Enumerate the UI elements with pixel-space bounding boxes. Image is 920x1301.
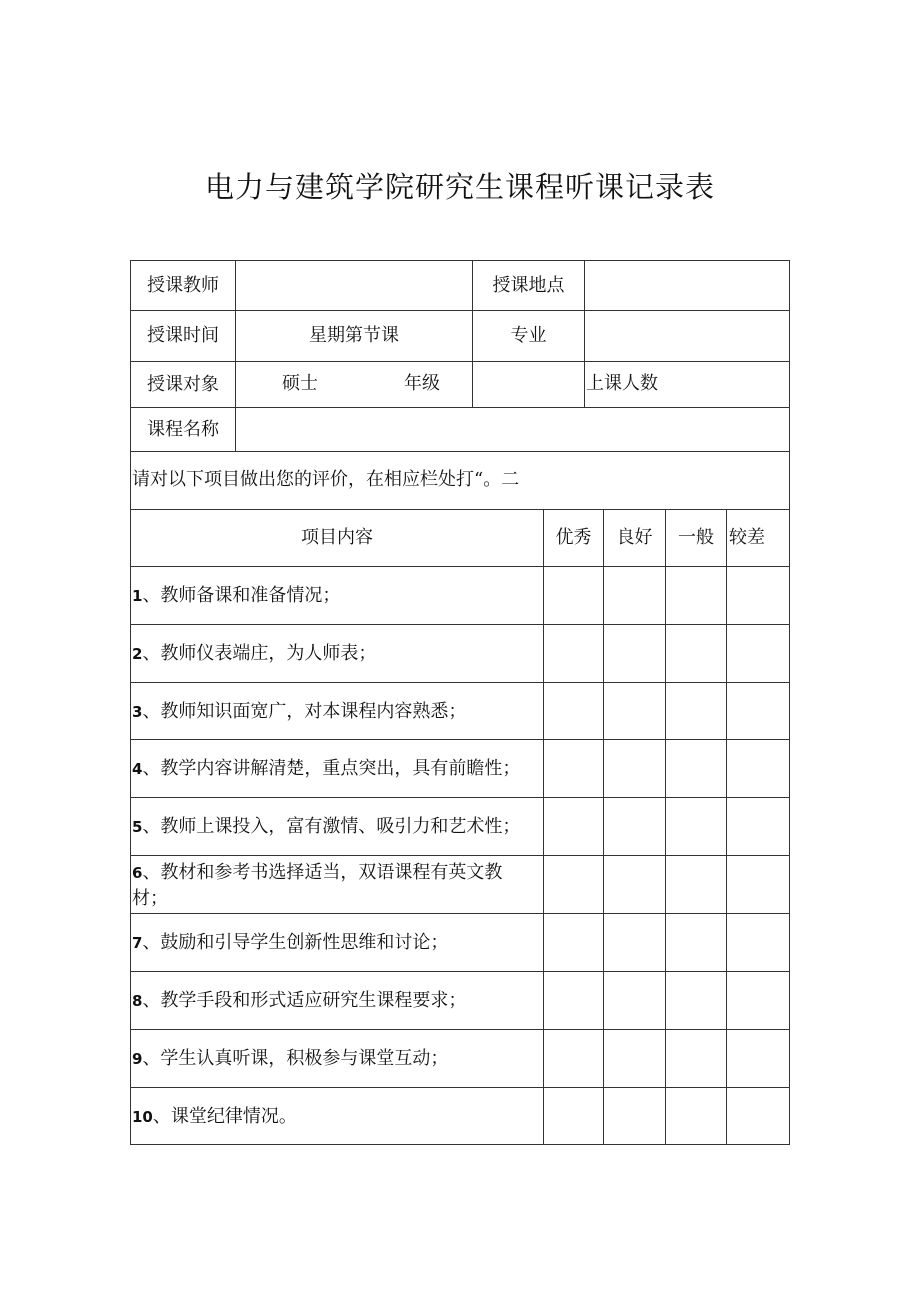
course-input[interactable] (236, 408, 789, 451)
eval-item (132, 757, 520, 781)
eval-item (132, 860, 527, 912)
location-label: 授课地点 (492, 274, 565, 296)
item-text: 、课堂纪律情况。 (152, 1106, 297, 1127)
item-number: 4 (132, 760, 143, 778)
attendance-label: 上课人数 (586, 373, 658, 394)
teacher-label: 授课教师 (147, 274, 219, 296)
eval-item (132, 815, 520, 839)
grade-input[interactable] (473, 362, 584, 407)
location-input[interactable] (585, 261, 789, 310)
major-input[interactable] (585, 311, 789, 361)
item-number: 6 (132, 864, 143, 882)
eval-item (132, 989, 466, 1013)
teacher-input[interactable] (236, 261, 472, 310)
rating-excellent-header: 优秀 (555, 527, 592, 548)
table-border-bottom (130, 1144, 790, 1145)
item-text: 、学生认真听课，积极参与课堂互动； (142, 1048, 449, 1069)
item-number: 8 (132, 992, 143, 1010)
table-border-right (789, 260, 790, 1145)
item-number: 2 (132, 645, 143, 663)
item-number: 1 (132, 587, 143, 605)
item-text: 、教师上课投入，富有激情、吸引力和艺术性； (142, 816, 521, 837)
eval-item (132, 931, 448, 955)
item-text: 、教学内容讲解清楚，重点突出，具有前瞻性； (142, 758, 521, 779)
item-text: 、鼓励和引导学生创新性思维和讨论； (142, 932, 449, 953)
rating-poor-header: 较差 (729, 527, 765, 548)
eval-item (132, 642, 376, 666)
evaluation-form (130, 260, 790, 1145)
row-divider (130, 797, 790, 798)
eval-item (132, 1105, 297, 1129)
column-divider (665, 509, 666, 1145)
row-divider (130, 624, 790, 625)
item-number: 9 (132, 1050, 143, 1068)
row-divider (130, 855, 790, 856)
time-label: 授课时间 (147, 325, 219, 346)
row-divider (130, 1087, 790, 1088)
row-divider (130, 913, 790, 914)
item-number: 10 (132, 1108, 153, 1126)
column-divider (726, 509, 727, 1145)
rating-good-header: 良好 (616, 527, 653, 548)
eval-item (132, 1047, 448, 1071)
course-label: 课程名称 (147, 418, 219, 440)
item-text: 、教材和参考书选择适当，双语课程有英文教材； (132, 862, 503, 909)
item-number: 3 (132, 703, 143, 721)
item-text: 、教师备课和准备情况； (142, 585, 341, 606)
row-divider (130, 682, 790, 683)
instruction-text: 请对以下项目做出您的评价，在相应栏处打“。二 (132, 469, 520, 490)
audience-label: 授课对象 (147, 373, 219, 395)
row-divider (130, 739, 790, 740)
item-text: 、教师知识面宽广，对本课程内容熟悉； (142, 701, 467, 722)
item-text: 、教学手段和形式适应研究生课程要求； (142, 990, 467, 1011)
item-number: 5 (132, 818, 143, 836)
column-divider (603, 509, 604, 1145)
column-divider (543, 509, 544, 1145)
form-title: 电力与建筑学院研究生课程听课记录表 (204, 170, 715, 204)
row-divider (130, 971, 790, 972)
grade-label: 年级 (404, 373, 440, 394)
item-number: 7 (132, 934, 143, 952)
time-value[interactable]: 星期第节课 (309, 325, 399, 346)
row-divider (130, 451, 790, 452)
item-text: 、教师仪表端庄，为人师表； (142, 643, 377, 664)
row-divider (130, 566, 790, 567)
eval-item (132, 700, 466, 724)
eval-item (132, 584, 340, 608)
major-label: 专业 (510, 325, 547, 346)
row-divider (130, 1029, 790, 1030)
audience-value[interactable]: 硕士 (282, 373, 318, 394)
rating-average-header: 一般 (678, 527, 714, 548)
item-content-header: 项目内容 (301, 527, 373, 548)
